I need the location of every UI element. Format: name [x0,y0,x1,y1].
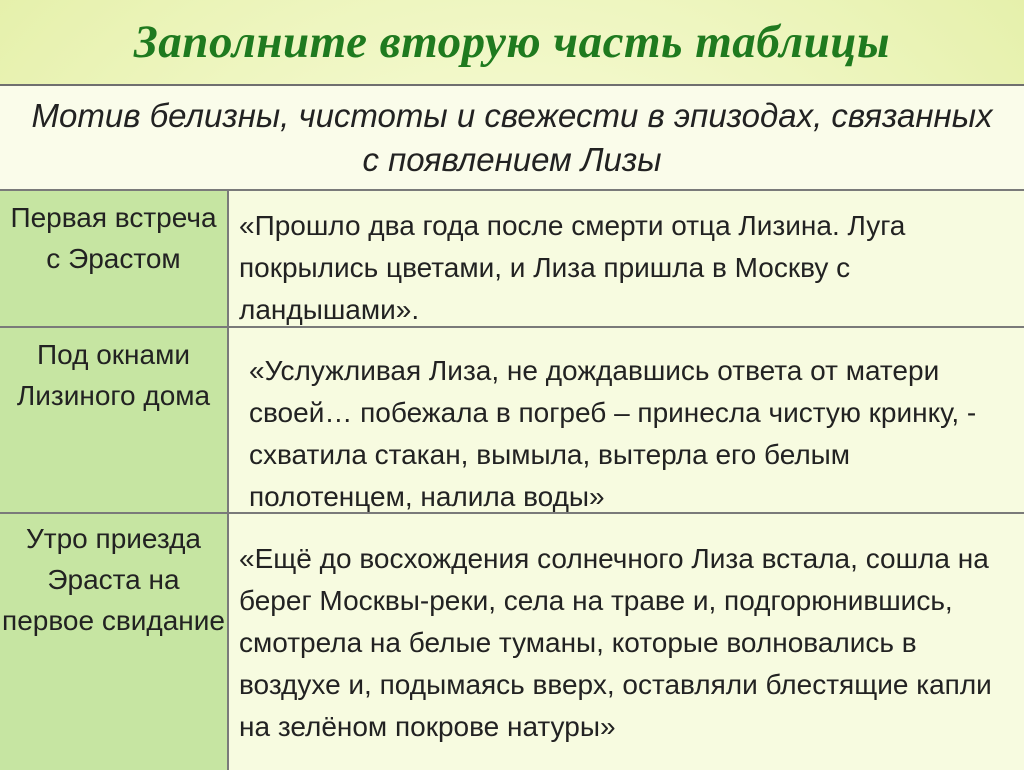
episodes-table [0,84,1024,768]
table-row [0,191,1024,328]
quote-cell: «Прошло два года после смерти отца Лизина. Луга покрылись цветами, и Лиза пришла в Москву с ландышами». [229,191,1024,326]
episode-cell: Первая встреча с Эрастом [0,191,229,326]
table-row [0,328,1024,514]
episode-cell: Под окнами Лизиного дома [0,328,229,512]
table-row [0,514,1024,770]
slide-title: Заполните вторую часть таблицы [133,16,891,68]
quote-cell: «Услужливая Лиза, не дождавшись ответа от матери своей… побежала в погреб – принесла чистую кринку, - схватила стакан, вымыла, вытерла его белым полотенцем, налила воды» [229,328,1024,512]
quote-cell: «Ещё до восхождения солнечного Лиза встала, сошла на берег Москвы-реки, села на траве и, подгорюнившись, смотрела на белые туманы, которые волновались в воздухе и, подымаясь вверх, оставляли блестящие капли на зелёном покрове натуры» [229,514,1024,770]
table-header: Мотив белизны, чистоты и свежести в эпизодах, связанных с появлением Лизы [0,86,1024,191]
episode-cell: Утро приезда Эраста на первое свидание [0,514,229,770]
